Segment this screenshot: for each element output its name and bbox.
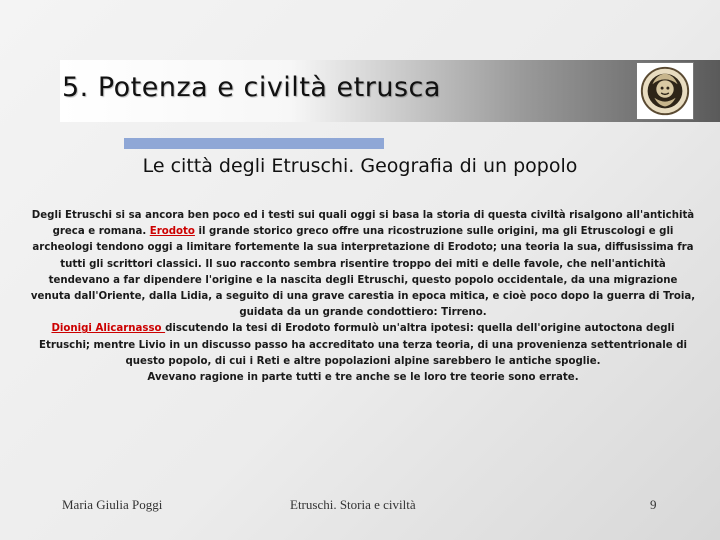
etruscan-coin-icon [636, 62, 694, 120]
title-divider [124, 138, 384, 149]
slide-subtitle: Le città degli Etruschi. Geografia di un popolo [142, 155, 578, 177]
dionigi-link[interactable]: Dionigi Alicarnasso [51, 323, 166, 335]
paragraph-2 [30, 321, 696, 370]
paragraph-2-rest: discutendo la tesi di Erodoto formulò un'altra ipotesi: quella dell'origine autoctona degli Etruschi; mentre Livio in un discusso passo ha accreditato una terza teoria, di una provenienza settentrionale di questo popolo, di cui i Reti e altre popolazioni alpine sarebbero le antiche spoglie. [38, 323, 688, 367]
paragraph-3: Avevano ragione in parte tutti e tre anche se le loro tre teorie sono errate. [147, 372, 579, 384]
footer-author: Maria Giulia Poggi [62, 497, 163, 512]
page-number: 9 [650, 497, 657, 512]
footer-title: Etruschi. Storia e civiltà [290, 497, 416, 512]
slide-title: 5. Potenza e civiltà etrusca [62, 72, 441, 103]
slide-body [30, 208, 696, 386]
erodoto-link[interactable]: Erodoto [149, 226, 195, 238]
paragraph-1 [30, 208, 696, 321]
paragraph-1-start: Degli Etruschi si sa ancora ben poco ed i testi sui quali oggi si basa la storia di questa civiltà risalgono all'antichità greca e romana. [31, 210, 695, 238]
paragraph-1-rest: il grande storico greco offre una ricostruzione sulle origini, ma gli Etruscologi e gli archeologi tendono oggi a limitare fortemente la sua interpretazione di Erodoto; una teoria la sua, diffusissima fra tutti gli scrittori classici. Il suo racconto sembra risentire troppo dei miti e delle favole, che nell'antichità tendevano a far dipendere l'origine e la nascita degli Etruschi, questo popolo occidentale, da una migrazione venuta dall'Oriente, dalla Lidia, a seguito di una grave carestia in epoca mitica, e cioè poco dopo la guerra di Troia, guidata da un grande condottiero: Tirreno. [30, 226, 696, 319]
